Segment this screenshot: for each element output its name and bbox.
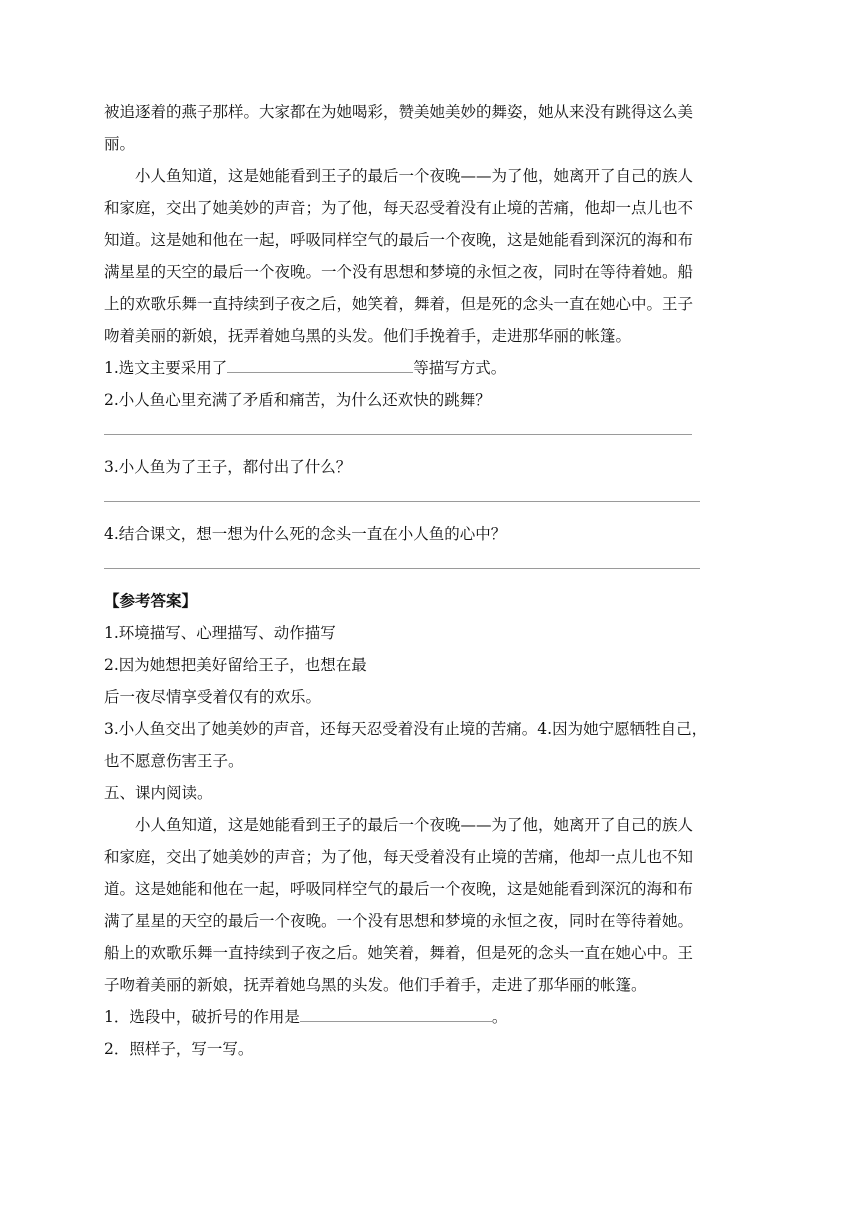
question-1-blank[interactable]	[227, 354, 413, 373]
passage-line: 和家庭，交出了她美妙的声音；为了他，每天忍受着没有止境的苦痛，他却一点儿也不	[104, 199, 694, 217]
question-3: 3.小人鱼为了王子，都付出了什么？	[104, 458, 352, 476]
passage-line: 满了星星的天空的最后一个夜晚。一个没有思想和梦境的永恒之夜，同时在等待着她。	[104, 912, 694, 930]
section-5-question-1	[104, 1001, 760, 1033]
passage-line: 子吻着美丽的新娘，抚弄着她乌黑的头发。他们手着手，走进了那华丽的帐篷。	[104, 976, 647, 994]
passage-1	[104, 96, 760, 352]
passage-line: 丽。	[104, 135, 136, 153]
passage-line: 被追逐着的燕子那样。大家都在为她喝彩，赞美她美妙的舞姿，她从来没有跳得这么美	[104, 103, 694, 121]
passage-line: 知道。这是她和他在一起，呼吸同样空气的最后一个夜晚，这是她能看到深沉的海和布	[104, 231, 694, 249]
answer-line: 2.因为她想把美好留给王子，也想在最	[104, 656, 367, 674]
section-5-question-1-text: 1．选段中，破折号的作用是	[104, 1008, 300, 1026]
answer-line: 也不愿意伤害王子。	[104, 752, 244, 770]
question-1	[104, 352, 760, 384]
section-5-question-1-blank[interactable]	[300, 1003, 492, 1022]
answers-heading: 【参考答案】	[104, 591, 198, 610]
passage-line: 和家庭，交出了她美妙的声音；为了他，每天受着没有止境的苦痛，他却一点儿也不知	[104, 848, 694, 866]
question-2: 2.小人鱼心里充满了矛盾和痛苦，为什么还欢快的跳舞？	[104, 391, 491, 409]
passage-line: 满星星的天空的最后一个夜晚。一个没有思想和梦境的永恒之夜，同时在等待着她。船	[104, 263, 694, 281]
reference-answers	[104, 585, 760, 777]
passage-line: 小人鱼知道，这是她能看到王子的最后一个夜晚——为了他，她离开了自己的族人	[135, 167, 694, 185]
passage-line: 道。这是她能和他在一起，呼吸同样空气的最后一个夜晚，这是她能看到深沉的海和布	[104, 880, 694, 898]
answer-line: 3.小人鱼交出了她美妙的声音，还每天忍受着没有止境的苦痛。4.因为她宁愿牺牲自己，	[104, 720, 708, 738]
question-2-answer-line[interactable]	[104, 434, 692, 435]
questions-1	[104, 352, 760, 569]
passage-line: 小人鱼知道，这是她能看到王子的最后一个夜晚——为了他，她离开了自己的族人	[135, 816, 694, 834]
question-3-answer-line[interactable]	[104, 501, 700, 502]
question-1-suffix: 等描写方式。	[413, 359, 507, 377]
section-5-question-1-suffix: 。	[491, 1008, 508, 1026]
answer-line: 1.环境描写、心理描写、动作描写	[104, 624, 336, 642]
section-5-question-2: 2．照样子，写一写。	[104, 1040, 254, 1058]
question-4-answer-line[interactable]	[104, 568, 700, 569]
question-4: 4.结合课文，想一想为什么死的念头一直在小人鱼的心中？	[104, 525, 507, 543]
passage-line: 上的欢歌乐舞一直持续到子夜之后，她笑着，舞着，但是死的念头一直在她心中。王子	[104, 295, 694, 313]
answer-line: 后一夜尽情享受着仅有的欢乐。	[104, 688, 322, 706]
section-5	[104, 777, 760, 1065]
question-1-text: 1.选文主要采用了	[104, 359, 228, 377]
document-page	[104, 96, 760, 1065]
passage-line: 船上的欢歌乐舞一直持续到子夜之后。她笑着，舞着，但是死的念头一直在她心中。王	[104, 944, 694, 962]
section-5-heading: 五、课内阅读。	[104, 784, 213, 802]
passage-line: 吻着美丽的新娘，抚弄着她乌黑的头发。他们手挽着手，走进那华丽的帐篷。	[104, 327, 632, 345]
